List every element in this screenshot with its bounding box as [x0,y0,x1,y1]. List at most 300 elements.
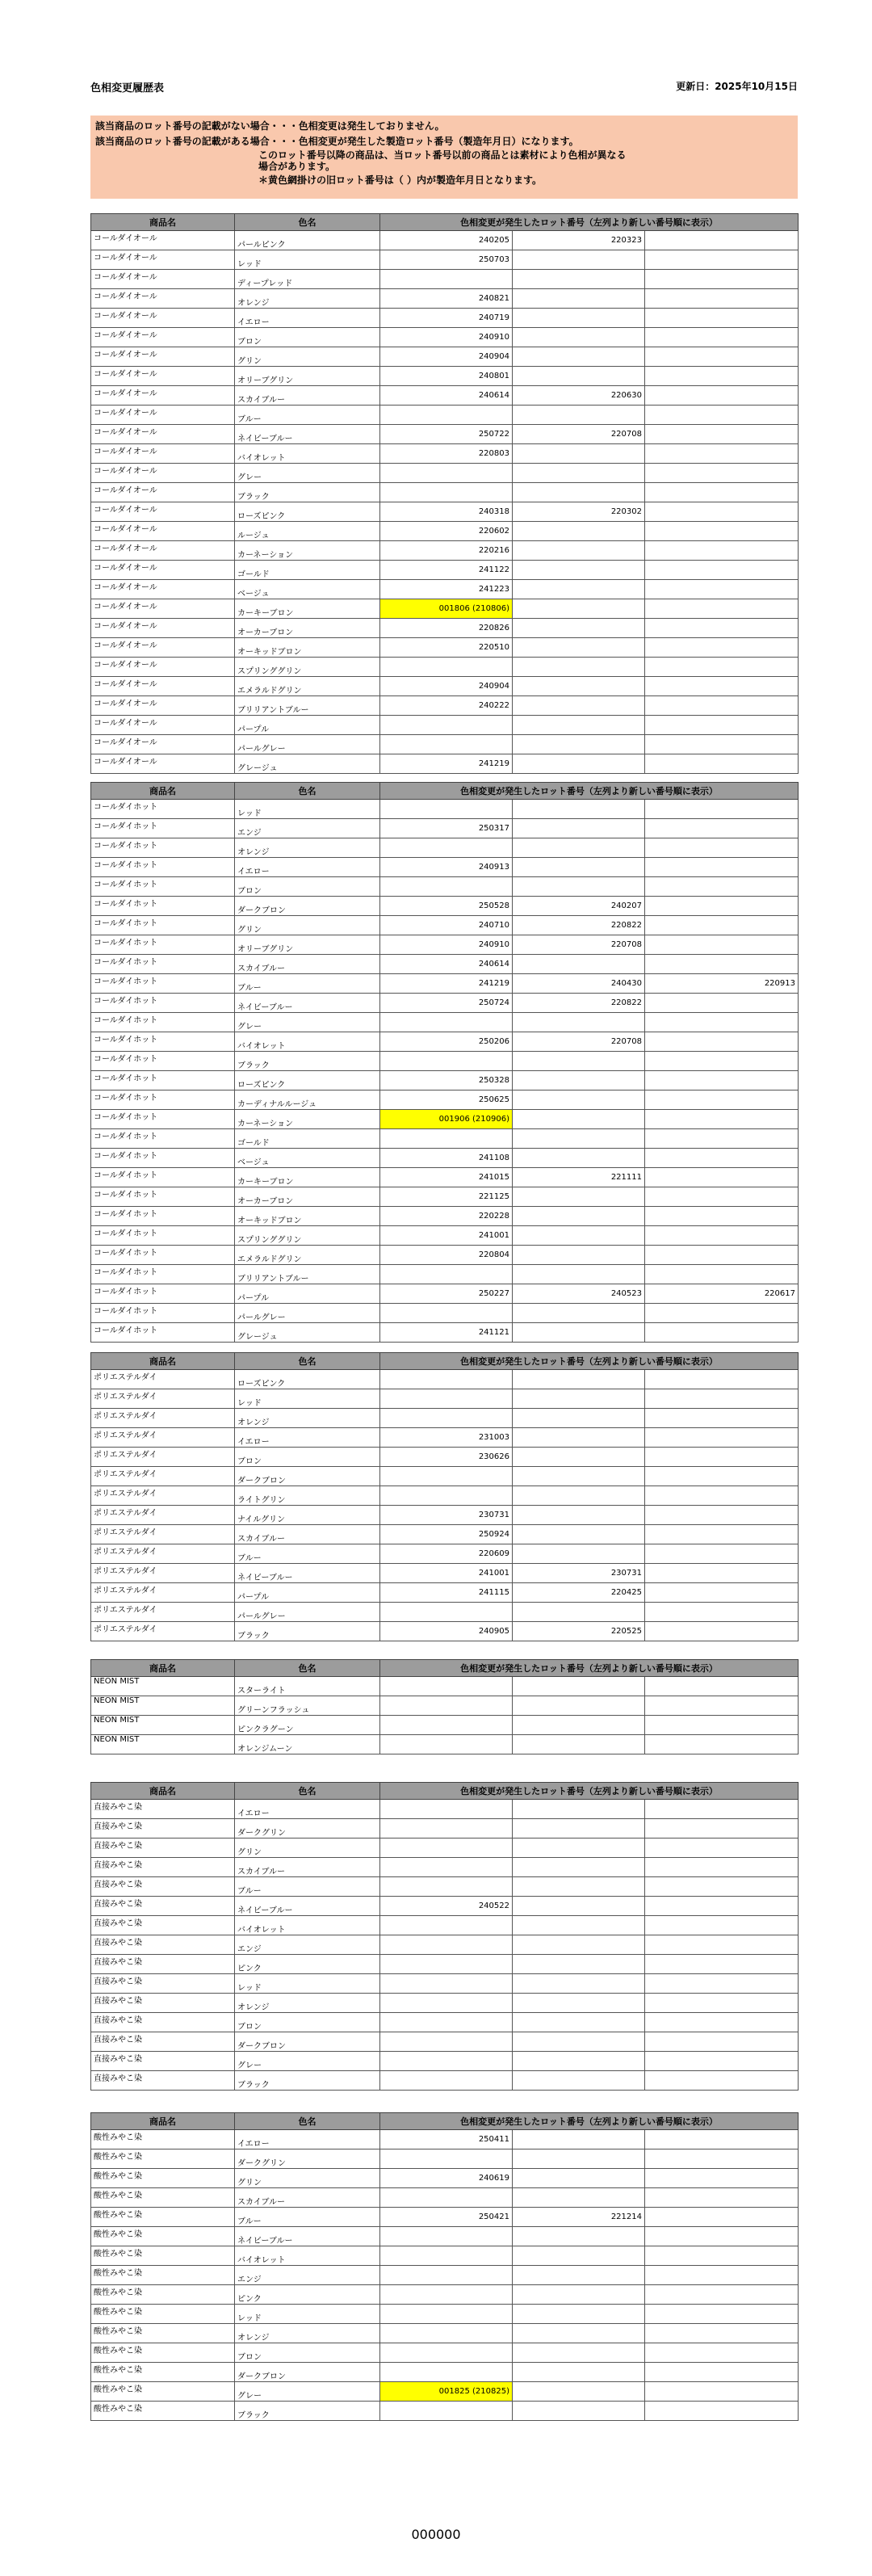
product-name-cell: コールダイホット [91,1226,235,1246]
lot-number-cell [380,1486,513,1506]
lot-number-cell [380,2285,513,2305]
table-row [91,1187,799,1207]
table-row [91,2013,799,2032]
lot-number-cell [380,838,513,858]
lot-number-cell [513,696,645,716]
lot-number-cell [513,1187,645,1207]
table-row [91,522,799,541]
product-name-cell: コールダイオール [91,696,235,716]
color-name-cell: オレンジ [235,2324,380,2343]
lot-number-cell [645,1858,799,1877]
color-name-cell: ローズピンク [235,502,380,522]
lot-number-cell [380,2052,513,2071]
product-name-cell: コールダイオール [91,502,235,522]
table-row [91,2188,799,2208]
table-row [91,580,799,599]
lot-number-cell: 221214 [513,2208,645,2227]
product-name-cell: 直接みやこ染 [91,1897,235,1916]
lot-number-cell [645,638,799,658]
product-name-cell: コールダイオール [91,716,235,735]
table-row [91,838,799,858]
lot-number-cell [645,1994,799,2013]
product-name-cell: コールダイホット [91,974,235,994]
lot-number-cell [513,1677,645,1696]
table-row [91,1935,799,1955]
product-name-cell: 直接みやこ染 [91,1916,235,1935]
product-name-cell: 直接みやこ染 [91,1800,235,1819]
color-name-cell: パールグレー [235,735,380,754]
color-name-cell: ブルー [235,1877,380,1897]
lot-number-cell [513,677,645,696]
table-row [91,1323,799,1343]
lot-number-cell [645,1246,799,1265]
product-name-cell: 直接みやこ染 [91,1877,235,1897]
lot-number-cell [513,1506,645,1525]
product-name-cell: コールダイホット [91,858,235,877]
lot-number-cell: 250206 [380,1032,513,1052]
lot-number-cell [513,1304,645,1323]
lot-number-cell [513,838,645,858]
product-name-cell: 直接みやこ染 [91,1994,235,2013]
lot-number-cell [513,1409,645,1428]
lot-number-cell [645,2343,799,2363]
product-name-cell: ポリエステルダイ [91,1506,235,1525]
lot-number-cell [645,994,799,1013]
lot-number-cell [513,619,645,638]
table-row [91,1955,799,1974]
header-lots: 色相変更が発生したロット番号（左列より新しい番号順に表示） [380,783,799,800]
lot-number-cell [513,955,645,974]
color-name-cell: パールグレー [235,1603,380,1622]
lot-number-cell [380,1370,513,1389]
lot-number-cell [645,754,799,774]
lot-number-cell [380,1389,513,1409]
lot-number-cell [513,1467,645,1486]
document-title: 色相変更履歴表 [90,82,165,95]
lot-number-cell [645,464,799,483]
lot-number-cell: 241001 [380,1226,513,1246]
product-name-cell: コールダイオール [91,406,235,425]
product-name-cell: ポリエステルダイ [91,1467,235,1486]
lot-number-cell [645,1955,799,1974]
product-name-cell: ポリエステルダイ [91,1525,235,1544]
lot-number-cell [645,1265,799,1284]
table-row [91,289,799,309]
lot-number-cell [380,464,513,483]
color-name-cell: スカイブルー [235,955,380,974]
lot-number-cell: 240710 [380,916,513,935]
lot-number-cell [513,1877,645,1897]
product-name-cell: 直接みやこ染 [91,1838,235,1858]
product-name-cell: コールダイホット [91,1284,235,1304]
lot-number-cell [513,1603,645,1622]
lot-number-cell [513,406,645,425]
color-name-cell: グレージュ [235,754,380,774]
lot-number-cell: 240430 [513,974,645,994]
lot-number-cell: 220609 [380,1544,513,1564]
color-name-cell: ブロン [235,2013,380,2032]
lot-number-cell [513,2013,645,2032]
lot-number-cell [645,289,799,309]
lot-number-cell [513,1544,645,1564]
lot-number-cell [645,1428,799,1448]
table-row [91,2266,799,2285]
lot-number-cell [513,1716,645,1735]
color-name-cell: ブラック [235,1622,380,1641]
product-name-cell: コールダイホット [91,1207,235,1226]
product-name-cell: コールダイオール [91,483,235,502]
lot-number-cell [513,1858,645,1877]
color-name-cell: オレンジ [235,1409,380,1428]
color-name-cell: レッド [235,250,380,270]
notice-line: このロット番号以降の商品は、当ロット番号以前の商品とは素材により色相が異なる [258,149,627,161]
table-row [91,444,799,464]
lot-number-cell [645,1622,799,1641]
product-name-cell: 直接みやこ染 [91,2052,235,2071]
color-name-cell: エンジ [235,2266,380,2285]
lot-number-cell [513,1955,645,1974]
color-name-cell: オレンジ [235,1994,380,2013]
color-name-cell: ピンク [235,1955,380,1974]
product-name-cell: コールダイオール [91,270,235,289]
product-name-cell: コールダイオール [91,754,235,774]
lot-number-cell [645,1877,799,1897]
lot-number-cell [645,231,799,250]
product-name-cell: ポリエステルダイ [91,1622,235,1641]
lot-number-cell [645,1149,799,1168]
table-row [91,1207,799,1226]
product-name-cell: ポリエステルダイ [91,1409,235,1428]
product-name-cell: ポリエステルダイ [91,1544,235,1564]
product-name-cell: 酸性みやこ染 [91,2130,235,2149]
lot-number-cell [645,2402,799,2421]
color-name-cell: ネイビーブルー [235,1897,380,1916]
lot-number-cell: 220913 [645,974,799,994]
table-row [91,406,799,425]
lot-number-cell: 250625 [380,1090,513,1110]
lot-number-cell [513,2363,645,2382]
color-name-cell: イエロー [235,1800,380,1819]
table-row [91,2052,799,2071]
lot-number-cell: 240904 [380,347,513,367]
table-row [91,1716,799,1735]
lot-table [90,1352,799,1641]
product-name-cell: コールダイホット [91,1032,235,1052]
lot-number-cell [645,1974,799,1994]
lot-number-cell [513,2343,645,2363]
lot-number-cell: 221111 [513,1168,645,1187]
lot-number-cell: 240801 [380,367,513,386]
lot-number-cell [645,1735,799,1754]
lot-number-cell [513,541,645,561]
color-name-cell: オーカーブロン [235,619,380,638]
table-row [91,502,799,522]
table-header-row [91,1783,799,1800]
lot-number-cell [513,735,645,754]
lot-number-cell [513,1265,645,1284]
table-row [91,2305,799,2324]
table-row [91,1877,799,1897]
lot-number-cell [513,289,645,309]
lot-number-cell: 240222 [380,696,513,716]
lot-number-cell [645,1389,799,1409]
table-row [91,916,799,935]
lot-number-cell [645,619,799,638]
color-name-cell: エメラルドグリン [235,1246,380,1265]
lot-number-cell [645,541,799,561]
color-name-cell: カーキーブロン [235,1168,380,1187]
lot-number-cell [513,638,645,658]
lot-number-cell [380,2343,513,2363]
lot-number-cell: 230731 [513,1564,645,1583]
lot-number-cell [645,2285,799,2305]
lot-number-cell [513,1090,645,1110]
lot-number-cell [380,1265,513,1284]
table-row [91,994,799,1013]
color-name-cell: ダークブロン [235,1467,380,1486]
lot-number-cell [513,716,645,735]
product-name-cell: コールダイホット [91,1052,235,1071]
notice-line: 該当商品のロット番号の記載がない場合・・・色相変更は発生しておりません。 [95,120,445,132]
table-row [91,270,799,289]
product-name-cell: コールダイホット [91,994,235,1013]
lot-number-cell: 220826 [380,619,513,638]
lot-number-cell [513,1974,645,1994]
lot-number-cell [513,2305,645,2324]
table-row [91,1370,799,1389]
lot-number-cell [645,1677,799,1696]
color-name-cell: ベージュ [235,1149,380,1168]
table-row [91,1994,799,2013]
color-name-cell: オーカーブロン [235,1187,380,1207]
color-name-cell: パープル [235,1583,380,1603]
lot-number-cell [645,1603,799,1622]
product-name-cell: 直接みやこ染 [91,2013,235,2032]
product-name-cell: 酸性みやこ染 [91,2246,235,2266]
product-name-cell: コールダイオール [91,250,235,270]
color-name-cell: ブラック [235,2402,380,2421]
lot-number-cell [513,1800,645,1819]
color-name-cell: ダークブロン [235,897,380,916]
table-header-row [91,1660,799,1677]
lot-number-cell [645,1696,799,1716]
product-name-cell: コールダイオール [91,328,235,347]
lot-number-cell [513,2266,645,2285]
color-name-cell: スプリンググリン [235,658,380,677]
lot-number-cell [513,819,645,838]
color-name-cell: ピンク [235,2285,380,2305]
table-header-row [91,214,799,231]
table-row [91,1013,799,1032]
lot-number-cell [513,1071,645,1090]
table-row [91,1564,799,1583]
table-row [91,696,799,716]
table-row [91,2382,799,2402]
lot-number-cell [513,250,645,270]
lot-number-cell [645,2130,799,2149]
lot-number-cell [645,1916,799,1935]
table-row [91,599,799,619]
table-row [91,1974,799,1994]
table-row [91,1525,799,1544]
color-name-cell: カーネーション [235,1110,380,1129]
product-name-cell: コールダイオール [91,580,235,599]
lot-number-cell [380,1304,513,1323]
product-name-cell: 酸性みやこ染 [91,2343,235,2363]
product-name-cell: コールダイホット [91,1246,235,1265]
lot-number-cell [645,716,799,735]
color-name-cell: グリン [235,347,380,367]
color-name-cell: ブロン [235,328,380,347]
lot-number-cell: 001825 (210825) [380,2382,513,2402]
product-name-cell: コールダイホット [91,1110,235,1129]
table-row [91,1226,799,1246]
lot-number-cell [513,2032,645,2052]
lot-number-cell [645,858,799,877]
lot-number-cell: 241223 [380,580,513,599]
color-name-cell: ネイビーブルー [235,994,380,1013]
lot-number-cell: 250227 [380,1284,513,1304]
lot-number-cell: 250328 [380,1071,513,1090]
color-name-cell: ブラック [235,2071,380,2091]
lot-number-cell [513,2324,645,2343]
lot-number-cell [645,1448,799,1467]
lot-number-cell: 220302 [513,502,645,522]
lot-number-cell: 250411 [380,2130,513,2149]
table-row [91,464,799,483]
lot-number-cell [513,328,645,347]
table-row [91,858,799,877]
lot-number-cell [645,2382,799,2402]
lot-number-cell: 240904 [380,677,513,696]
table-row [91,800,799,819]
color-name-cell: オリーブグリン [235,935,380,955]
lot-number-cell: 250317 [380,819,513,838]
product-name-cell: ポリエステルダイ [91,1486,235,1506]
lot-number-cell [513,599,645,619]
lot-number-cell [645,1129,799,1149]
lot-number-cell: 220822 [513,916,645,935]
lot-number-cell: 241015 [380,1168,513,1187]
table-row [91,638,799,658]
product-name-cell: 酸性みやこ染 [91,2363,235,2382]
table-row [91,754,799,774]
table-row [91,250,799,270]
lot-number-cell [380,2188,513,2208]
lot-number-cell [513,347,645,367]
header-product: 商品名 [91,1783,235,1800]
lot-number-cell: 220510 [380,638,513,658]
table-row [91,2208,799,2227]
header-product: 商品名 [91,1353,235,1370]
color-name-cell: ブロン [235,2343,380,2363]
product-name-cell: コールダイオール [91,289,235,309]
table-row [91,2363,799,2382]
table-row [91,1168,799,1187]
color-name-cell: レッド [235,2305,380,2324]
product-name-cell: 直接みやこ染 [91,1858,235,1877]
lot-number-cell [513,1448,645,1467]
table-row [91,819,799,838]
table-row [91,1304,799,1323]
lot-number-cell: 240318 [380,502,513,522]
product-name-cell: コールダイホット [91,1149,235,1168]
product-name-cell: コールダイオール [91,347,235,367]
lot-number-cell [645,2227,799,2246]
color-name-cell: ネイビーブルー [235,425,380,444]
color-name-cell: エメラルドグリン [235,677,380,696]
product-name-cell: 酸性みやこ染 [91,2324,235,2343]
lot-number-cell [645,1090,799,1110]
table-row [91,2402,799,2421]
product-name-cell: コールダイホット [91,916,235,935]
table-row [91,1467,799,1486]
lot-number-cell [513,2402,645,2421]
product-name-cell: NEON MIST [91,1677,235,1696]
lot-number-cell [380,1994,513,2013]
color-name-cell: エンジ [235,1935,380,1955]
lot-table [90,2112,799,2421]
table-row [91,1389,799,1409]
color-name-cell: ブリリアントブルー [235,1265,380,1284]
lot-number-cell [380,2032,513,2052]
product-name-cell: コールダイオール [91,735,235,754]
lot-number-cell [645,1323,799,1343]
product-name-cell: コールダイオール [91,561,235,580]
header-color: 色名 [235,2113,380,2130]
table-row [91,231,799,250]
lot-number-cell [513,1323,645,1343]
lot-number-cell: 230626 [380,1448,513,1467]
header-product: 商品名 [91,214,235,231]
table-row [91,2130,799,2149]
lot-number-cell [645,916,799,935]
header-product: 商品名 [91,1660,235,1677]
color-name-cell: ブルー [235,1544,380,1564]
lot-number-cell: 250421 [380,2208,513,2227]
table-row [91,483,799,502]
lot-number-cell [645,2071,799,2091]
product-name-cell: コールダイオール [91,677,235,696]
header-product: 商品名 [91,783,235,800]
color-name-cell: オレンジムーン [235,1735,380,1754]
color-name-cell: ブルー [235,406,380,425]
product-name-cell: コールダイオール [91,599,235,619]
lot-number-cell [645,1052,799,1071]
color-name-cell: グリン [235,2169,380,2188]
table-row [91,1622,799,1641]
lot-number-cell [645,1506,799,1525]
color-name-cell: イエロー [235,309,380,328]
lot-number-cell [645,2149,799,2169]
lot-number-cell [380,1819,513,1838]
lot-number-cell [380,1955,513,1974]
lot-number-cell [513,580,645,599]
product-name-cell: コールダイホット [91,1187,235,1207]
color-name-cell: スカイブルー [235,1525,380,1544]
color-name-cell: ネイビーブルー [235,2227,380,2246]
lot-number-cell [513,561,645,580]
product-name-cell: ポリエステルダイ [91,1583,235,1603]
lot-number-cell [645,2363,799,2382]
lot-number-cell [645,483,799,502]
lot-number-cell [645,877,799,897]
lot-number-cell [645,580,799,599]
lot-number-cell: 220323 [513,231,645,250]
lot-number-cell [645,406,799,425]
product-name-cell: コールダイオール [91,638,235,658]
lot-number-cell [513,1696,645,1716]
